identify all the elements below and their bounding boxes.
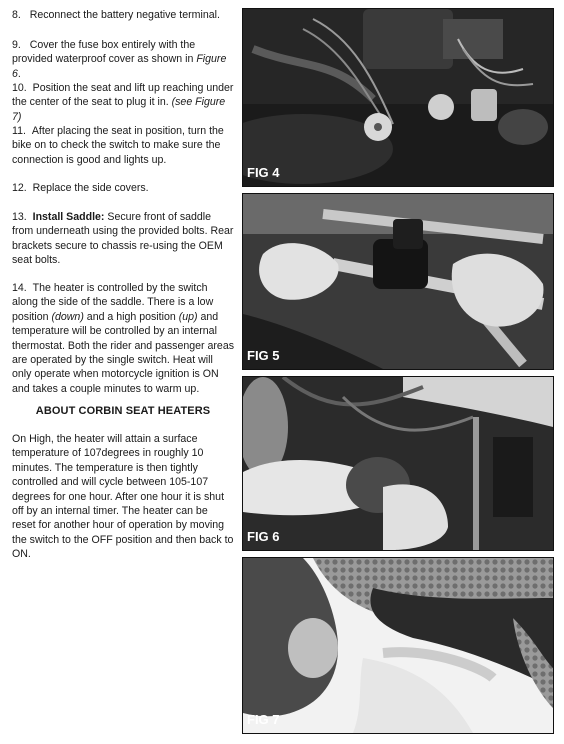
step-text: After placing the seat in position, turn the bike on to check the switch to make sure the connection is good and lights up. [12, 125, 224, 166]
step-title: Install Saddle: [32, 211, 105, 223]
step-text: Position the seat and lift up reaching under the center of the seat to plug it in. [12, 82, 234, 109]
step-number: 8. [12, 9, 21, 21]
step-9 [12, 38, 234, 81]
step-12 [12, 181, 234, 195]
fuse-box-cover-photo [243, 377, 553, 550]
step-number: 11. [12, 125, 26, 137]
figure-4-photo [242, 8, 554, 187]
step-text: The heater is controlled by the switch along the side of the saddle. There is a low position [12, 282, 214, 323]
figure-label: FIG 7 [247, 712, 280, 727]
figure-reference: (see Figure 7) [12, 96, 226, 123]
step-text: and temperature will be controlled by an internal thermostat. Both the rider and passenger areas are operated by the single switch. Heat will only operate when motorcycle ignition is ON and takes a couple minutes to warm up. [12, 310, 235, 395]
section-heading: ABOUT CORBIN SEAT HEATERS [35, 405, 211, 417]
step-text: Replace the side covers. [32, 182, 149, 194]
step-number: 10. [12, 82, 27, 94]
step-text: Cover the fuse box entirely with the provided waterproof cover as shown in [12, 39, 197, 66]
step-10 [12, 81, 234, 124]
figure-5-photo [242, 193, 554, 370]
figure-label: FIG 4 [247, 165, 280, 180]
step-text: Secure front of saddle from underneath using the provided bolts. Rear brackets secure to chassis re-using the OEM seat bolts. [12, 211, 234, 267]
step-11 [12, 124, 234, 167]
step-number: 12. [12, 182, 27, 194]
step-8 [12, 8, 234, 22]
low-position-label: (down) [51, 310, 84, 323]
saddle-frame-photo [243, 194, 553, 369]
step-14 [12, 281, 234, 396]
step-text-end: . [17, 67, 21, 80]
step-number: 13. [12, 211, 27, 223]
heater-description: On High, the heater will attain a surface temperature of 107degrees in roughly 10 minutes. The temperature is then tightly controlled and will cycle between 105-107 degrees for one hour. After one hour it is shut off by an internal timer. The heater can be reset for another hour of operation by moving the switch to the OFF position and then back to ON. [12, 433, 234, 561]
step-number: 9. [12, 39, 21, 51]
seat-install-photo [243, 558, 553, 733]
step-text: and a high position [83, 310, 179, 323]
step-13 [12, 210, 234, 268]
high-position-label: (up) [178, 310, 198, 323]
figure-7-photo [242, 557, 554, 734]
figure-label: FIG 5 [247, 348, 280, 363]
step-number: 14. [12, 282, 27, 294]
figure-reference: Figure 6 [12, 53, 227, 80]
figure-6-photo [242, 376, 554, 551]
figure-label: FIG 6 [247, 529, 280, 544]
step-text: Reconnect the battery negative terminal. [29, 9, 220, 21]
wiring-connector-photo [243, 9, 553, 186]
